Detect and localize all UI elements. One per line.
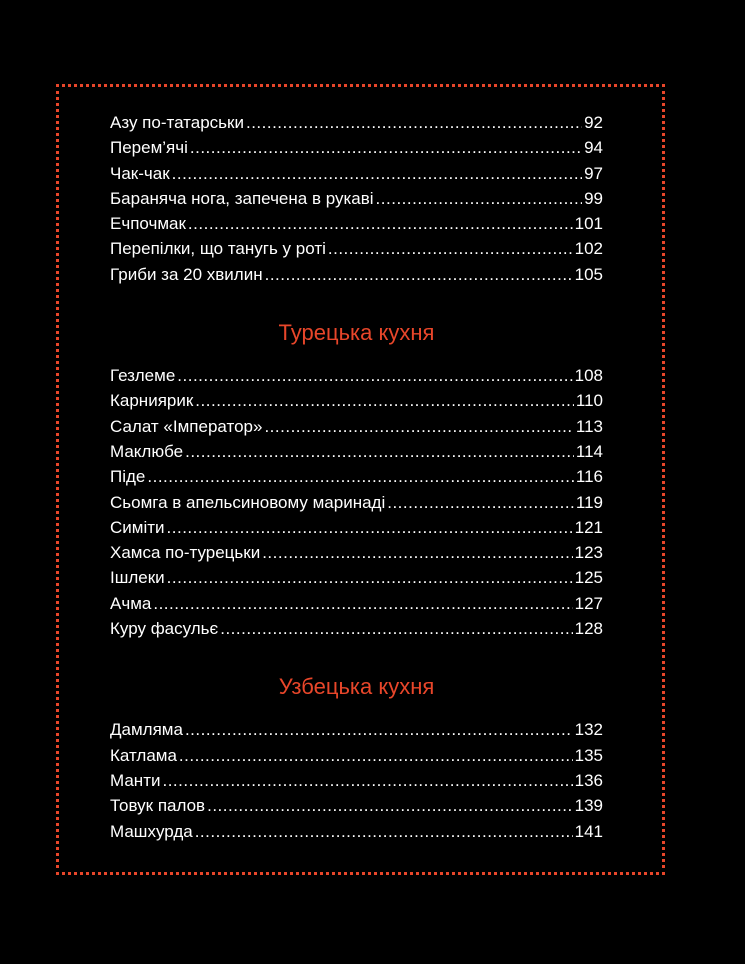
toc-leader-dots — [246, 110, 582, 135]
toc-entry-title: Салат «Імператор» — [110, 416, 263, 436]
toc-entry-page: 110 — [575, 391, 603, 411]
toc-entry — [110, 363, 603, 388]
toc-entry — [110, 414, 603, 439]
toc-entry — [110, 591, 603, 616]
toc-leader-dots — [195, 819, 573, 844]
toc-leader-dots — [207, 793, 573, 818]
toc-entry — [110, 793, 603, 818]
toc-leader-dots — [185, 439, 574, 464]
toc-entry-page: 97 — [584, 163, 603, 183]
toc-entry-page: 139 — [574, 796, 603, 816]
toc-entry — [110, 464, 603, 489]
toc-entry-title: Сьомга в апельсиновому маринаді — [110, 492, 386, 512]
toc-entry-title: Дамляма — [110, 720, 183, 740]
toc-entry-title: Карниярик — [110, 391, 194, 411]
toc-entry-page: 102 — [574, 239, 603, 259]
toc-entry-page: 119 — [575, 492, 603, 512]
toc-section-uzbek — [110, 717, 603, 843]
toc-entry-page: 128 — [574, 619, 603, 639]
toc-entry-page: 121 — [574, 517, 603, 537]
toc-entry — [110, 388, 603, 413]
toc-entry-page: 113 — [575, 416, 603, 436]
toc-leader-dots — [153, 591, 572, 616]
toc-entry-page: 108 — [574, 366, 603, 386]
toc-entry-title: Гриби за 20 хвилин — [110, 264, 263, 284]
toc-entry-title: Ачма — [110, 593, 152, 613]
toc-entry-page: 125 — [574, 568, 603, 588]
toc-entry-page: 116 — [575, 467, 603, 487]
toc-entry — [110, 262, 603, 287]
toc-entry — [110, 439, 603, 464]
toc-entry-title: Товук палов — [110, 796, 206, 816]
toc-section-turkish — [110, 363, 603, 641]
toc-entry — [110, 490, 603, 515]
toc-entry-page: 123 — [574, 543, 603, 563]
toc-entry-title: Маклюбе — [110, 441, 184, 461]
toc-leader-dots — [167, 565, 573, 590]
toc-entry — [110, 186, 603, 211]
toc-entry-title: Катлама — [110, 745, 177, 765]
toc-leader-dots — [162, 768, 572, 793]
toc-section-tatar — [110, 110, 603, 287]
toc-entry-title: Хамса по-турецьки — [110, 543, 261, 563]
toc-leader-dots — [172, 161, 582, 186]
toc-entry-title: Чак-чак — [110, 163, 170, 183]
toc-leader-dots — [188, 211, 573, 236]
toc-entry-title: Азу по-татарськи — [110, 113, 244, 132]
toc-leader-dots — [185, 717, 573, 742]
toc-entry-title: Машхурда — [110, 821, 193, 841]
toc-leader-dots — [387, 490, 574, 515]
section-heading-uzbek: Узбецька кухня — [278, 674, 435, 700]
toc-entry — [110, 819, 603, 844]
toc-entry — [110, 717, 603, 742]
toc-entry — [110, 540, 603, 565]
toc-entry — [110, 211, 603, 236]
toc-entry — [110, 743, 603, 768]
toc-entry-page: 101 — [574, 214, 603, 234]
toc-entry — [110, 135, 603, 160]
toc-leader-dots — [177, 363, 572, 388]
toc-entry-page: 135 — [574, 745, 603, 765]
toc-entry — [110, 161, 603, 186]
toc-leader-dots — [265, 262, 573, 287]
toc-entry-title: Симіти — [110, 517, 165, 537]
toc-entry — [110, 616, 603, 641]
toc-entry-title: Ішлеки — [110, 568, 165, 588]
toc-entry — [110, 515, 603, 540]
toc-entry-title: Бараняча нога, запечена в рукаві — [110, 188, 374, 208]
toc-entry — [110, 768, 603, 793]
toc-leader-dots — [220, 616, 572, 641]
toc-entry-page: 114 — [575, 441, 603, 461]
toc-entry-page: 94 — [584, 138, 603, 158]
toc-leader-dots — [376, 186, 583, 211]
toc-leader-dots — [167, 515, 573, 540]
toc-leader-dots — [328, 236, 573, 261]
toc-entry-page: 92 — [584, 113, 603, 132]
toc-entry-page: 136 — [574, 770, 603, 790]
toc-entry — [110, 565, 603, 590]
toc-entry-title: Гезлеме — [110, 366, 176, 386]
toc-entry-title: Перепілки, що танугь у роті — [110, 239, 326, 259]
toc-leader-dots — [264, 414, 573, 439]
toc-leader-dots — [190, 135, 582, 160]
toc-leader-dots — [147, 464, 574, 489]
toc-entry-title: Ечпочмак — [110, 214, 186, 234]
toc-entry-page: 141 — [574, 821, 603, 841]
toc-entry-page: 99 — [584, 188, 603, 208]
toc-entry-title: Куру фасульє — [110, 619, 219, 639]
toc-entry-page: 127 — [574, 593, 603, 613]
toc-entry — [110, 110, 603, 135]
toc-leader-dots — [179, 743, 573, 768]
toc-leader-dots — [262, 540, 572, 565]
toc-entry-title: Перем’ячі — [110, 138, 188, 158]
toc-entry-title: Манти — [110, 770, 161, 790]
table-of-contents — [110, 110, 603, 844]
section-heading-turkish: Турецька кухня — [278, 320, 435, 346]
toc-entry-title: Піде — [110, 467, 146, 487]
toc-leader-dots — [195, 388, 574, 413]
toc-entry-page: 132 — [574, 720, 603, 740]
toc-entry — [110, 236, 603, 261]
toc-entry-page: 105 — [574, 264, 603, 284]
